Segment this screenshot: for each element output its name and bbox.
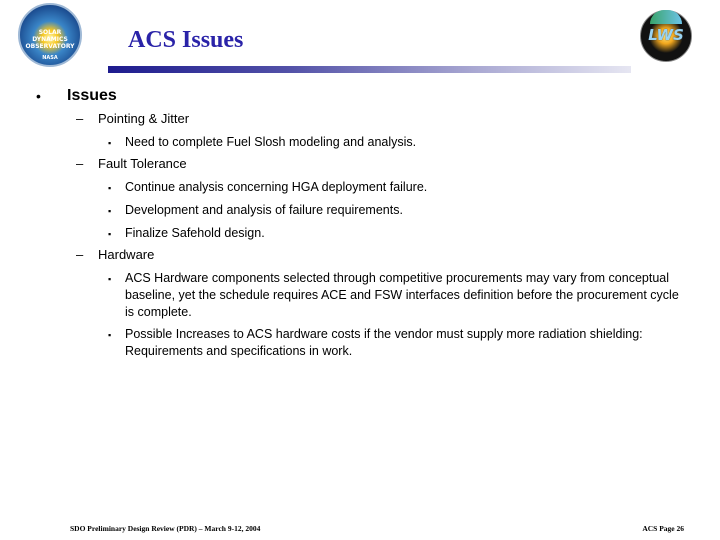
logo-text-observatory: OBSERVATORY [25,43,75,50]
heading-issues: Issues [67,87,117,104]
list-item: Continue analysis concerning HGA deployment failure. [125,180,428,194]
slide-title: ACS Issues [128,27,244,53]
logo-text-nasa: NASA [42,55,58,61]
title-underline [108,66,631,73]
section-hardware: Hardware [98,247,155,262]
square-bullet-icon: ▪ [108,206,112,216]
lws-logo-text: LWS [648,26,684,44]
square-bullet-icon: ▪ [108,330,112,340]
footer-review-info: SDO Preliminary Design Review (PDR) – March 9-12, 2004 [70,524,261,533]
list-item: Development and analysis of failure requirements. [125,203,403,217]
logo-text-dynamics: DYNAMICS [32,36,68,43]
square-bullet-icon: ▪ [108,183,112,193]
logo-text-solar: SOLAR [38,29,62,36]
section-fault-tolerance: Fault Tolerance [98,156,187,171]
section-pointing-jitter: Pointing & Jitter [98,111,190,126]
list-item: Need to complete Fuel Slosh modeling and analysis. [125,135,417,149]
dash-icon: – [76,247,84,262]
list-item: Finalize Safehold design. [125,226,265,240]
square-bullet-icon: ▪ [108,229,112,239]
list-item: Possible Increases to ACS hardware costs if the vendor must supply more radiation shielding: Requirements and specifications in work. [125,327,643,358]
footer-page-number: ACS Page 26 [642,524,684,533]
sdo-logo [18,3,82,67]
list-item: ACS Hardware components selected through competitive procurements may vary from conceptual baseline, yet the schedule requires ACE and FSW interfaces definition before the procurement cycle is complete. [125,271,679,319]
bullet-icon: • [36,88,41,104]
dash-icon: – [76,111,84,126]
dash-icon: – [76,156,84,171]
square-bullet-icon: ▪ [108,274,112,284]
lws-logo [640,4,692,64]
square-bullet-icon: ▪ [108,138,112,148]
